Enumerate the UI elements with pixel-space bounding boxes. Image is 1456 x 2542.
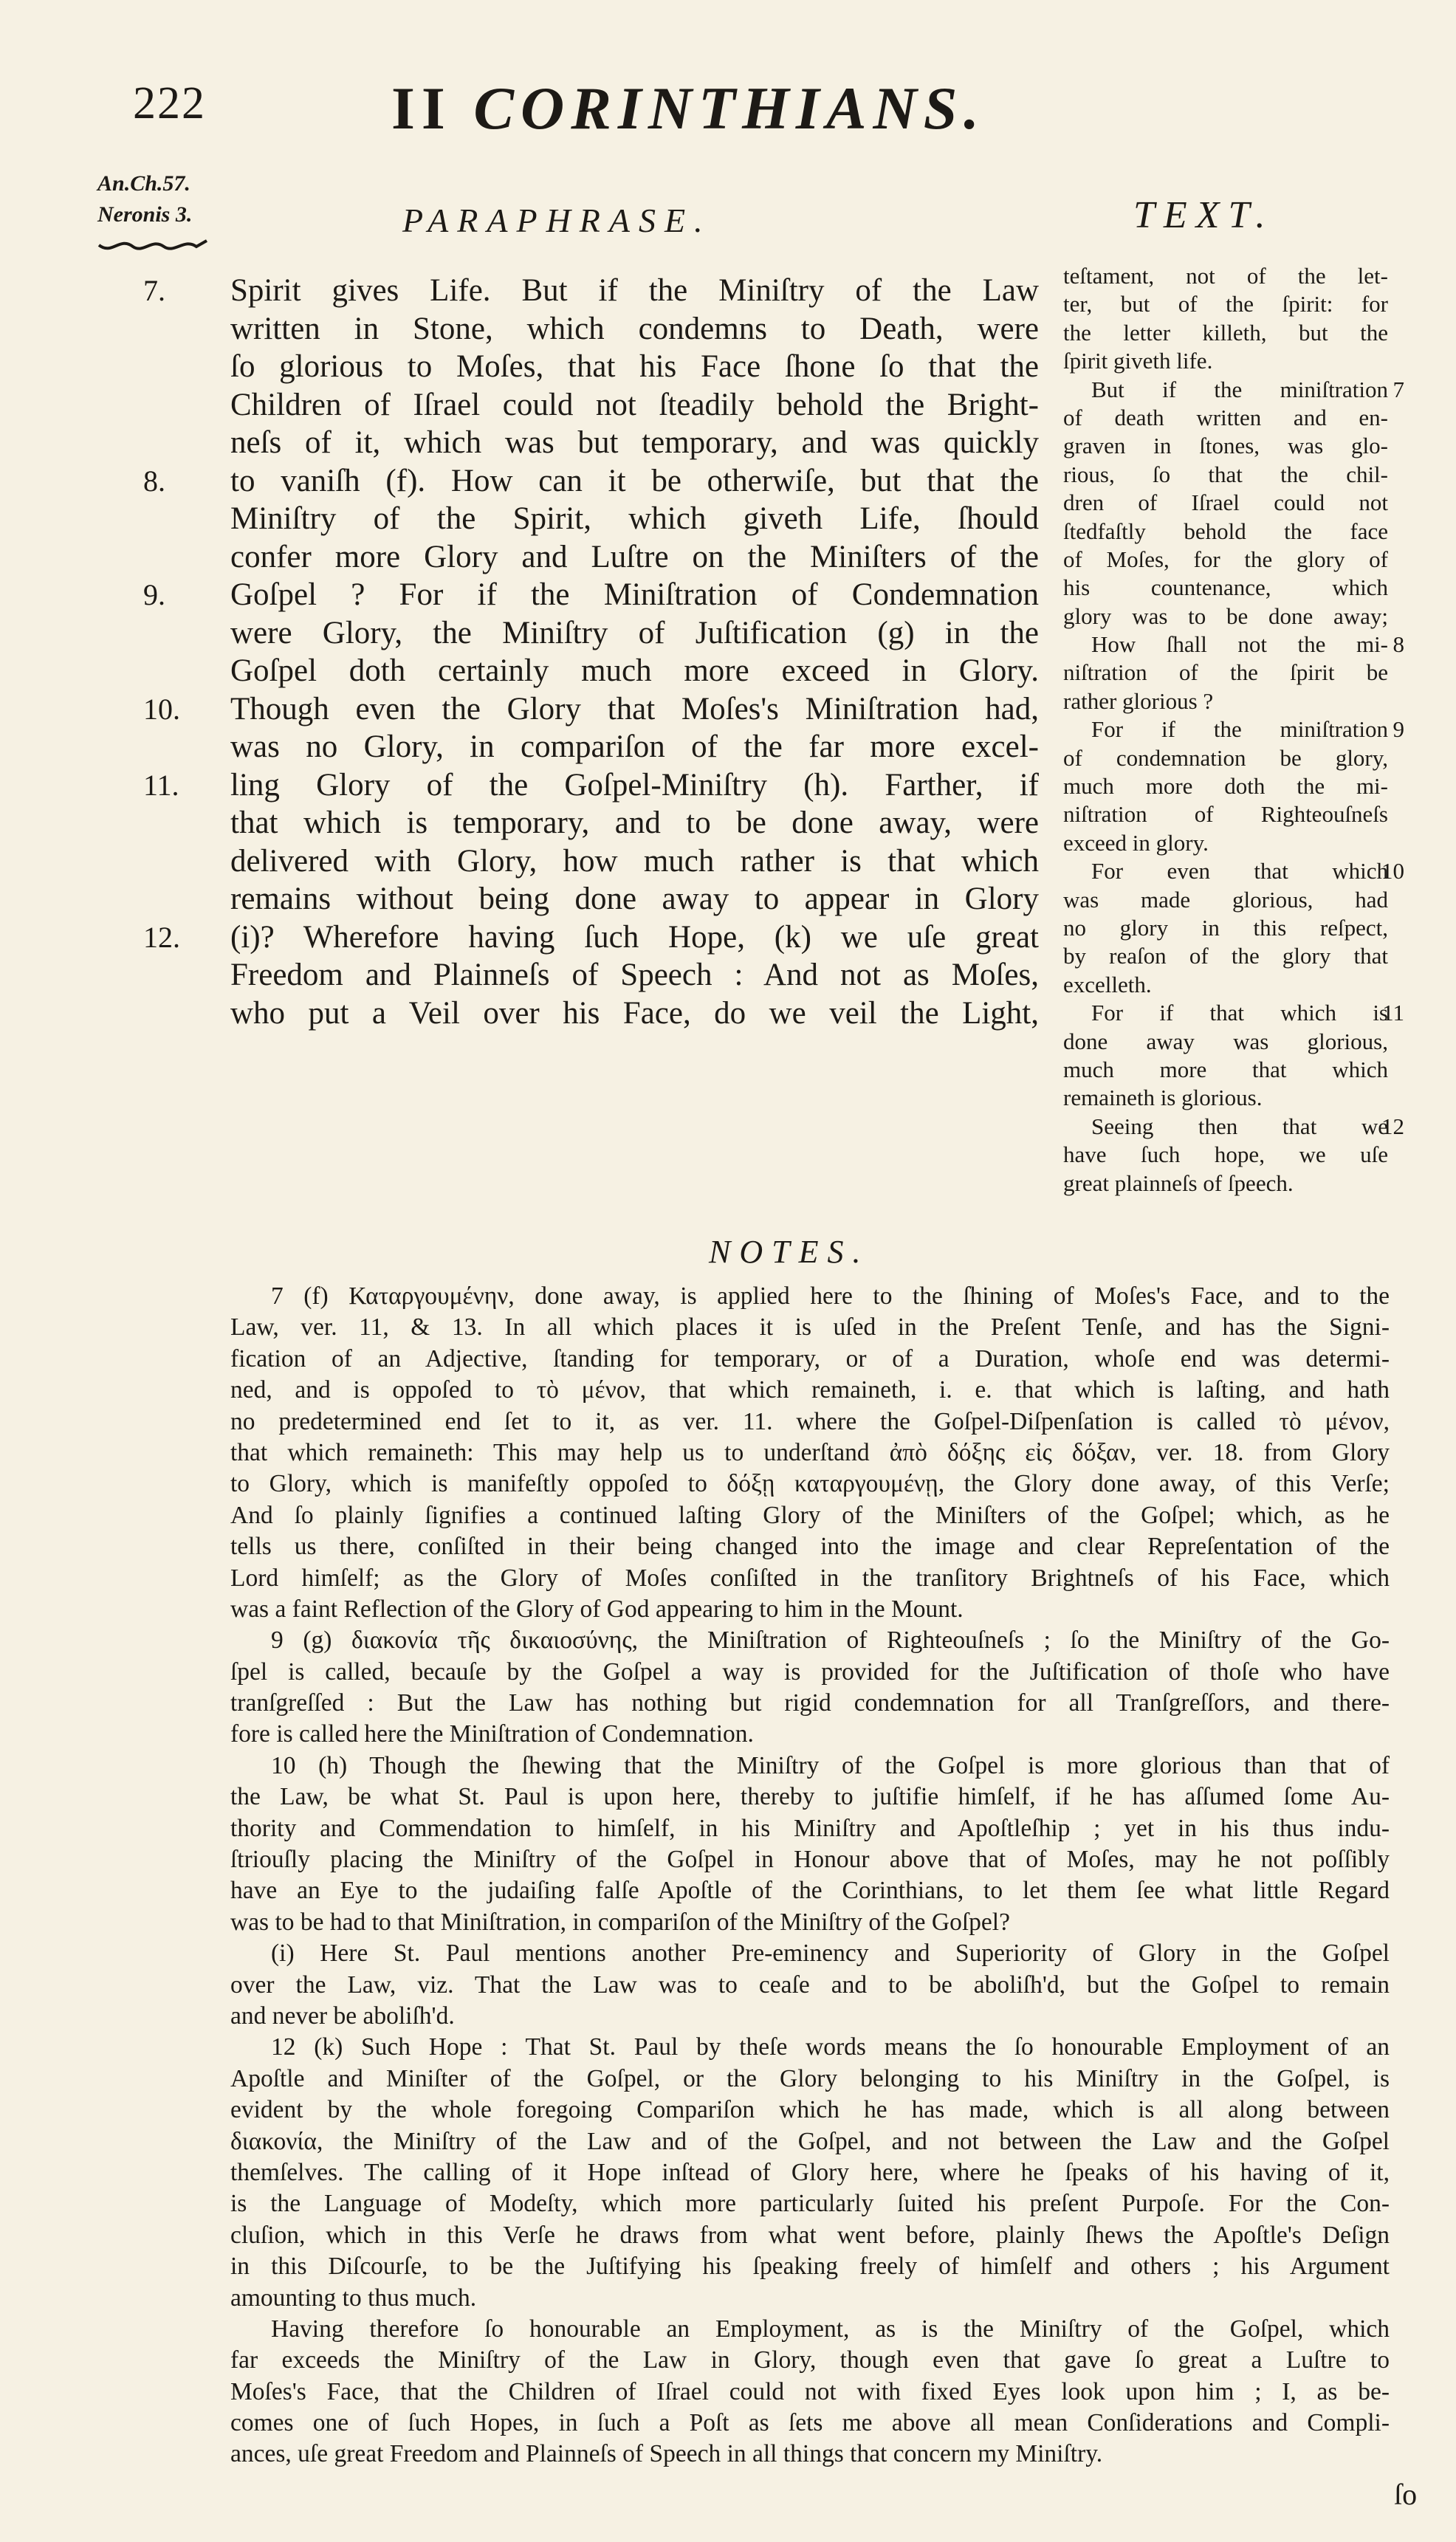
note-line: evident by the whole foregoing Compariſon which he has made, which is all along between	[230, 2096, 1390, 2124]
text-words: niſtration of the ſpirit be	[1063, 659, 1388, 686]
verse-number: 9.	[143, 578, 165, 611]
text-line	[1063, 886, 1388, 914]
paraphrase-text: neſs of it, which was but temporary, and was quickly	[230, 425, 1039, 460]
paraphrase-line	[230, 386, 1039, 425]
running-title-prefix: II	[391, 75, 452, 142]
paraphrase-text: was no Glory, in compariſon of the far more excel-	[230, 729, 1039, 764]
paraphrase-heading: PARAPHRASE.	[402, 202, 712, 239]
text-words: by reaſon of the glory that	[1063, 943, 1388, 969]
note-line: have an Eye to the judaiſing falſe Apoſtle of the Corinthians, to let them ſee what little Regard	[230, 1877, 1390, 1905]
text-line	[1063, 1141, 1388, 1169]
note-line: over the Law, viz. That the Law was to ceaſe and to be aboliſh'd, but the Goſpel to remain	[230, 1971, 1390, 1999]
note-line: Lord himſelf; as the Glory of Moſes conſiſted in the tranſitory Brightneſs of his Face, which	[230, 1564, 1390, 1592]
paraphrase-text: confer more Glory and Luſtre on the Miniſters of the	[230, 539, 1039, 574]
catchword: ſo	[1394, 2478, 1418, 2511]
text-words: For even that which	[1091, 858, 1388, 884]
text-line	[1063, 800, 1388, 828]
text-verse-number: 9	[1393, 716, 1404, 743]
page-number: 222	[133, 78, 206, 128]
note-line: fore is called here the Miniſtration of Condemnation.	[230, 1720, 754, 1748]
paraphrase-text: were Glory, the Miniſtry of Juſtification (g) in the	[230, 615, 1039, 650]
text-line	[1063, 602, 1388, 631]
note-line: tells us there, conſiſted in their being changed into the image and clear Repreſentation of the	[230, 1533, 1390, 1561]
note-line: that which remaineth: This may help us to underſtand ἀπὸ δόξης εἰς δόξαν, ver. 18. from Glory	[230, 1438, 1390, 1466]
paraphrase-text: Freedom and Plainneſs of Speech : And not as Moſes,	[230, 958, 1039, 992]
paraphrase-line	[230, 500, 1039, 538]
note-line: comes one of ſuch Hopes, in ſuch a Poſt as ſets me above all mean Conſiderations and Compli-	[230, 2409, 1390, 2437]
note-line: 12 (k) Such Hope : That St. Paul by theſe words means the ſo honourable Employment of an	[271, 2033, 1390, 2061]
text-line	[1063, 687, 1388, 715]
ornament-icon	[97, 235, 208, 257]
note-line: is the Language of Modeſty, which more particularly ſuited his preſent Purpoſe. For the Con-	[230, 2190, 1390, 2218]
paraphrase-text: ſo glorious to Moſes, that his Face ſhone ſo that the	[230, 349, 1039, 384]
text-line	[1063, 518, 1388, 546]
margin-date	[97, 168, 192, 230]
text-words: of death written and en-	[1063, 404, 1388, 430]
text-words: How ſhall not the mi-	[1091, 631, 1388, 658]
text-words: For if the miniſtration	[1091, 716, 1388, 743]
verse-number: 10.	[143, 692, 180, 726]
paraphrase-text: (i)? Wherefore having ſuch Hope, (k) we uſe great	[230, 919, 1039, 955]
text-words: graven in ſtones, was glo-	[1063, 433, 1388, 459]
text-line	[1063, 546, 1388, 574]
note-line: cluſion, which in this Verſe he draws from what went before, plainly ſhews the Apoſtle's Deſign	[230, 2221, 1390, 2249]
notes-section	[230, 1281, 1390, 2470]
text-line	[1063, 914, 1388, 942]
text-words: ſtedfaſtly behold the face	[1063, 518, 1388, 544]
text-words: niſtration of Righteouſneſs	[1063, 801, 1388, 828]
paraphrase-column	[143, 272, 1039, 1032]
margin-date-line-2: Neronis 3.	[97, 202, 193, 227]
text-words: much more that which	[1063, 1056, 1388, 1082]
notes-heading: NOTES.	[709, 1234, 870, 1270]
text-words: of Moſes, for the glory of	[1063, 546, 1388, 572]
text-line	[1063, 942, 1388, 970]
paraphrase-text: ling Glory of the Goſpel-Miniſtry (h). Farther, if	[230, 767, 1039, 803]
paraphrase-text: delivered with Glory, how much rather is that which	[230, 843, 1039, 879]
text-line	[1063, 659, 1388, 687]
note-line: (i) Here St. Paul mentions another Pre-eminency and Superiority of Glory in the Goſpel	[271, 1940, 1390, 1968]
note-line: And ſo plainly ſignifies a continued laſting Glory of the Miniſters of the Goſpel; which, as he	[230, 1501, 1390, 1529]
note-line: διακονία, the Miniſtry of the Law and of the Goſpel, and not between the Law and the Goſpel	[230, 2127, 1390, 2155]
text-line	[1063, 1084, 1388, 1112]
paraphrase-text: Spirit gives Life. But if the Miniſtry of the Law	[230, 273, 1039, 308]
running-title-book: CORINTHIANS.	[473, 75, 986, 142]
text-words: remaineth is glorious.	[1063, 1085, 1263, 1111]
note-line: Law, ver. 11, & 13. In all which places it is uſed in the Preſent Tenſe, and has the Signi-	[230, 1313, 1390, 1342]
paraphrase-text: remains without being done away to appear in Glory	[230, 882, 1039, 916]
running-title	[391, 74, 986, 143]
text-line	[1063, 489, 1388, 517]
note-line: fication of an Adjective, ſtanding for temporary, or of a Duration, whoſe end was determi-	[230, 1344, 1390, 1373]
note-line: Moſes's Face, that the Children of Iſrael could not with fixed Eyes look upon him ; I, as be-	[230, 2377, 1390, 2405]
verse-number: 7.	[143, 274, 165, 307]
text-words: dren of Iſrael could not	[1063, 489, 1388, 516]
text-line	[1063, 744, 1388, 772]
note-line: far exceeds the Miniſtry of the Law in Glory, though even that gave ſo great a Luſtre to	[230, 2346, 1390, 2374]
text-line	[1063, 1169, 1388, 1198]
note-line: ned, and is oppoſed to τὸ μένον, that which remaineth, i. e. that which is laſting, and hath	[230, 1376, 1390, 1404]
text-line	[1063, 404, 1388, 432]
text-line	[1063, 829, 1388, 857]
text-verse-number: 11	[1382, 1000, 1404, 1026]
note-line: to Glory, which is manifeſtly oppoſed to δόξῃ καταργουμένῃ, the Glory done away, of this Verſe;	[230, 1470, 1390, 1498]
verse-number: 12.	[143, 920, 180, 954]
paraphrase-line	[143, 766, 1039, 805]
text-words: For if that which is	[1091, 1000, 1388, 1026]
paraphrase-line	[230, 310, 1039, 348]
text-words: have ſuch hope, we uſe	[1063, 1141, 1388, 1168]
text-words: teſtament, not of the let-	[1063, 263, 1388, 289]
note-line: and never be aboliſh'd.	[230, 2002, 455, 2030]
text-line	[1063, 262, 1388, 290]
note-line: 9 (g) διακονία τῆς δικαιοσύνης, the Miniſtration of Righteouſneſs ; ſo the Miniſtry of the Go-	[271, 1626, 1390, 1655]
paraphrase-line	[230, 348, 1039, 386]
note-line: tranſgreſſed : But the Law has nothing but rigid condemnation for all Tranſgreſſors, and there-	[230, 1689, 1390, 1717]
text-line	[1063, 574, 1388, 602]
text-words: excelleth.	[1063, 971, 1152, 997]
text-words: great plainneſs of ſpeech.	[1063, 1169, 1294, 1196]
paraphrase-text: written in Stone, which condemns to Death, were	[230, 311, 1039, 346]
text-line	[1063, 1113, 1404, 1141]
text-verse-number: 10	[1381, 858, 1404, 884]
text-line	[1063, 461, 1388, 489]
paraphrase-line	[230, 842, 1039, 881]
note-line: the Law, be what St. Paul is upon here, thereby to juſtifie himſelf, if he has aſſumed ſome Au-	[230, 1783, 1390, 1811]
note-line: no predetermined end ſet to it, as ver. 11. where the Goſpel-Diſpenſation is called τὸ μένον,	[230, 1407, 1390, 1435]
note-line: was a faint Reflection of the Glory of God appearing to him in the Mount.	[230, 1595, 964, 1623]
paraphrase-text: Goſpel doth certainly much more exceed in Glory.	[230, 653, 1039, 688]
text-words: done away was glorious,	[1063, 1028, 1388, 1054]
note-line: amounting to thus much.	[230, 2284, 477, 2312]
text-verse-number: 8	[1393, 631, 1404, 658]
text-column	[1063, 262, 1404, 1198]
text-words: the letter killeth, but the	[1063, 319, 1388, 346]
text-line	[1063, 715, 1404, 743]
paraphrase-line	[230, 614, 1039, 653]
text-line	[1063, 631, 1404, 659]
paraphrase-text: who put a Veil over his Face, do we veil the Light,	[230, 995, 1039, 1031]
paraphrase-text: Goſpel ? For if the Miniſtration of Condemnation	[230, 577, 1039, 612]
paraphrase-text: Though even the Glory that Moſes's Miniſtration had,	[230, 691, 1039, 726]
paraphrase-line	[143, 918, 1039, 957]
text-words: no glory in this reſpect,	[1063, 914, 1388, 941]
paraphrase-line	[230, 424, 1039, 462]
note-line: was to be had to that Miniſtration, in compariſon of the Miniſtry of the Goſpel?	[230, 1908, 1010, 1936]
text-line	[1063, 772, 1388, 800]
note-line: ſpel is called, becauſe by the Goſpel a way is provided for the Juſtification of thoſe who have	[230, 1658, 1390, 1686]
note-line: thority and Commendation to himſelf, in his Miniſtry and Apoſtleſhip ; yet in his thus indu-	[230, 1814, 1390, 1842]
text-words: But if the miniſtration	[1091, 376, 1388, 402]
text-words: glory was to be done away;	[1063, 602, 1388, 629]
text-words: rather glorious ?	[1063, 687, 1214, 714]
margin-date-line-1: An.Ch.57.	[97, 171, 190, 196]
paraphrase-line	[230, 880, 1039, 918]
paraphrase-line	[230, 652, 1039, 690]
note-line: Apoſtle and Miniſter of the Goſpel, or the Glory belonging to his Miniſtry in the Goſpel, is	[230, 2064, 1390, 2092]
text-words: Seeing then that we	[1091, 1113, 1388, 1139]
text-words: was made glorious, had	[1063, 886, 1388, 913]
paraphrase-line	[143, 272, 1039, 310]
text-line	[1063, 319, 1388, 347]
paraphrase-line	[230, 804, 1039, 842]
text-line	[1063, 857, 1404, 885]
text-line	[1063, 1056, 1388, 1084]
note-line: ſtriouſly placing the Miniſtry of the Goſpel in Honour above that of Moſes, may he not poſſibly	[230, 1846, 1390, 1874]
text-words: his countenance, which	[1063, 574, 1388, 601]
paraphrase-line	[143, 576, 1039, 614]
text-line	[1063, 347, 1388, 375]
text-words: of condemnation be glory,	[1063, 744, 1388, 771]
paraphrase-line	[143, 462, 1039, 501]
paraphrase-line	[230, 728, 1039, 766]
paraphrase-text: to vaniſh (f). How can it be otherwiſe, but that the	[230, 463, 1039, 498]
note-line: 10 (h) Though the ſhewing that the Miniſtry of the Goſpel is more glorious than that of	[271, 1751, 1390, 1779]
text-line	[1063, 999, 1404, 1027]
paraphrase-text: Miniſtry of the Spirit, which giveth Life, ſhould	[230, 501, 1039, 536]
paraphrase-line	[230, 538, 1039, 577]
paraphrase-line	[230, 995, 1039, 1033]
text-verse-number: 7	[1393, 376, 1404, 402]
note-line: ances, uſe great Freedom and Plainneſs of Speech in all things that concern my Miniſtry.	[230, 2440, 1103, 2468]
text-words: ſpirit giveth life.	[1063, 348, 1213, 374]
paraphrase-line	[143, 690, 1039, 729]
note-line: in this Diſcourſe, to be the Juſtifying his ſpeaking freely of himſelf and others ; his Argument	[230, 2253, 1390, 2281]
paraphrase-line	[230, 956, 1039, 995]
verse-number: 8.	[143, 464, 165, 498]
text-line	[1063, 290, 1388, 318]
text-line	[1063, 432, 1388, 460]
text-words: ter, but of the ſpirit: for	[1063, 291, 1388, 317]
text-line	[1063, 971, 1388, 999]
text-words: rious, ſo that the chil-	[1063, 461, 1388, 487]
text-words: exceed in glory.	[1063, 829, 1209, 856]
paraphrase-text: Children of Iſrael could not ſteadily behold the Bright-	[230, 387, 1039, 422]
paraphrase-text: that which is temporary, and to be done away, were	[230, 805, 1039, 840]
text-heading: TEXT.	[1133, 194, 1274, 236]
text-words: much more doth the mi-	[1063, 773, 1388, 800]
text-line	[1063, 1028, 1388, 1056]
text-verse-number: 12	[1381, 1113, 1404, 1139]
text-line	[1063, 376, 1404, 404]
note-line: themſelves. The calling of it Hope inſtead of Glory here, where he ſpeaks of his having of it,	[230, 2158, 1390, 2186]
note-line: 7 (f) Καταργουμένην, done away, is applied here to the ſhining of Moſes's Face, and to the	[271, 1282, 1390, 1310]
verse-number: 11.	[143, 768, 179, 802]
note-line: Having therefore ſo honourable an Employment, as is the Miniſtry of the Goſpel, which	[271, 2315, 1390, 2343]
